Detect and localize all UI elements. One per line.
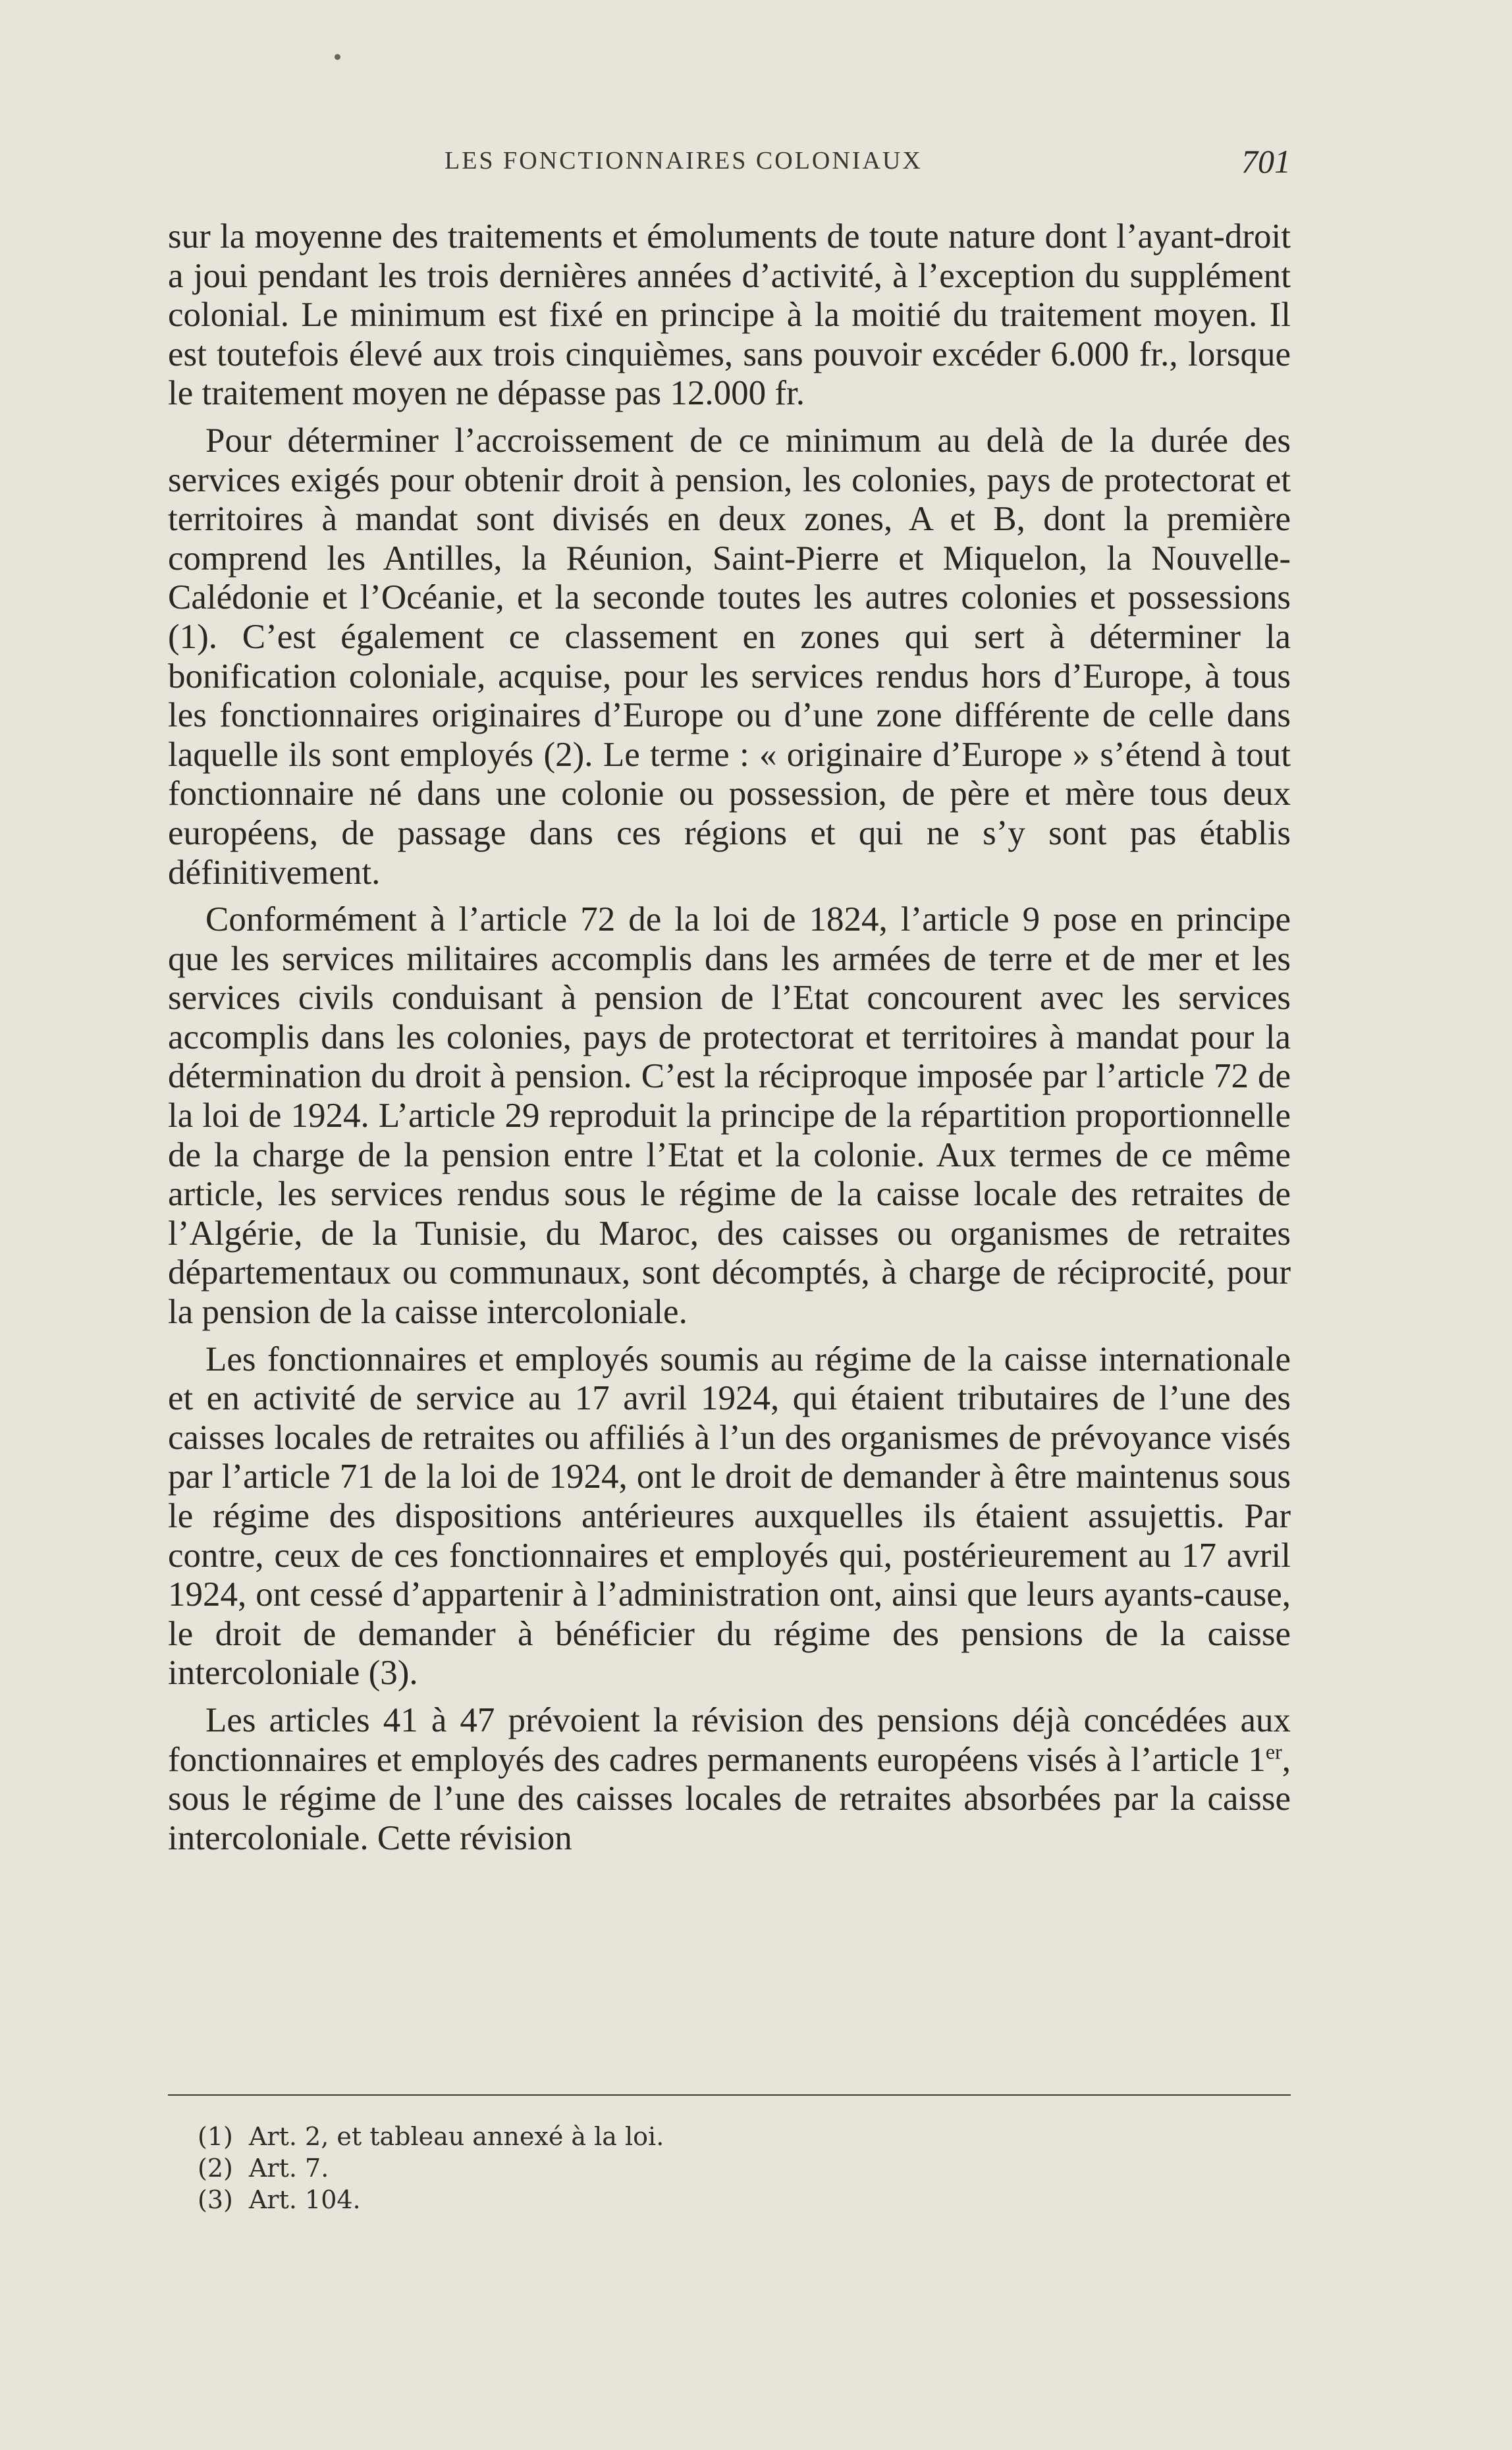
footnotes	[198, 2121, 664, 2216]
body-text	[168, 217, 1291, 1866]
footnote-rule	[168, 2094, 1291, 2096]
footnote-2: (2) Art. 7.	[198, 2154, 329, 2183]
paragraph-5-start: Les articles 41 à 47 prévoient la révision des pensions déjà concédées aux fonctionnaires et employés des cadres permanents européens visés à l’article 1	[168, 1701, 1291, 1779]
footnote-1: (1) Art. 2, et tableau annexé à la loi.	[198, 2122, 664, 2151]
paragraph-1: sur la moyenne des traitements et émoluments de toute nature dont l’ayant-droit a joui pendant les trois dernières années d’activité, à l’exception du supplément colonial. Le minimum est fixé en principe à la moitié du traitement moyen. Il est toutefois élevé aux trois cinquièmes, sans pouvoir excéder 6.000 fr., lorsque le traitement moyen ne dépasse pas 12.000 fr.	[168, 217, 1291, 413]
running-title: LES FONCTIONNAIRES COLONIAUX	[445, 147, 923, 175]
page-number: 701	[1241, 143, 1291, 180]
page-header	[168, 143, 1291, 180]
superscript-er: er	[1265, 1739, 1282, 1763]
paragraph-5-end: , sous le régime de l’une des caisses locales de retraites absorbées par la caisse intercoloniale. Cette révision	[168, 1740, 1291, 1857]
paragraph-2: Pour déterminer l’accroissement de ce minimum au delà de la durée des services exigés pour obtenir droit à pension, les colonies, pays de protectorat et territoires à mandat sont divisés en deux zones, A et B, dont la première comprend les Antilles, la Réunion, Saint-Pierre et Miquelon, la Nouvelle-Calédonie et l’Océanie, et la seconde toutes les autres colonies et possessions (1). C’est également ce classement en zones qui sert à déterminer la bonification coloniale, acquise, pour les services rendus hors d’Europe, à tous les fonctionnaires originaires d’Europe ou d’une zone différente de celle dans laquelle ils sont employés (2). Le terme : « originaire d’Europe » s’étend à tout fonctionnaire né dans une colonie ou possession, de père et mère tous deux européens, de passage dans ces régions et qui ne s’y sont pas établis définitivement.	[168, 421, 1291, 892]
paragraph-5	[168, 1701, 1291, 1858]
paragraph-3: Conformément à l’article 72 de la loi de 1824, l’article 9 pose en principe que les services militaires accomplis dans les armées de terre et de mer et les services civils conduisant à pension de l’Etat concourent avec les services accomplis dans les colonies, pays de protectorat et territoires à mandat pour la détermination du droit à pension. C’est la réciproque imposée par l’article 72 de la loi de 1924. L’article 29 reproduit la principe de la répartition proportionnelle de la charge de la pension entre l’Etat et la colonie. Aux termes de ce même article, les services rendus sous le régime de la caisse locale des retraites de l’Algérie, de la Tunisie, du Maroc, des caisses ou organismes de retraites départementaux ou communaux, sont décomptés, à charge de réciprocité, pour la pension de la caisse intercoloniale.	[168, 900, 1291, 1332]
ink-speck	[335, 54, 340, 60]
footnote-3: (3) Art. 104.	[198, 2185, 361, 2214]
paragraph-4: Les fonctionnaires et employés soumis au régime de la caisse internationale et en activité de service au 17 avril 1924, qui étaient tributaires de l’une des caisses locales de retraites ou affiliés à l’un des organismes de prévoyance visés par l’article 71 de la loi de 1924, ont le droit de demander à être maintenus sous le régime des dispositions antérieures auxquelles ils étaient assujettis. Par contre, ceux de ces fonctionnaires et employés qui, postérieurement au 17 avril 1924, ont cessé d’appartenir à l’administration ont, ainsi que leurs ayants-cause, le droit de demander à bénéficier du régime des pensions de la caisse intercoloniale (3).	[168, 1340, 1291, 1693]
